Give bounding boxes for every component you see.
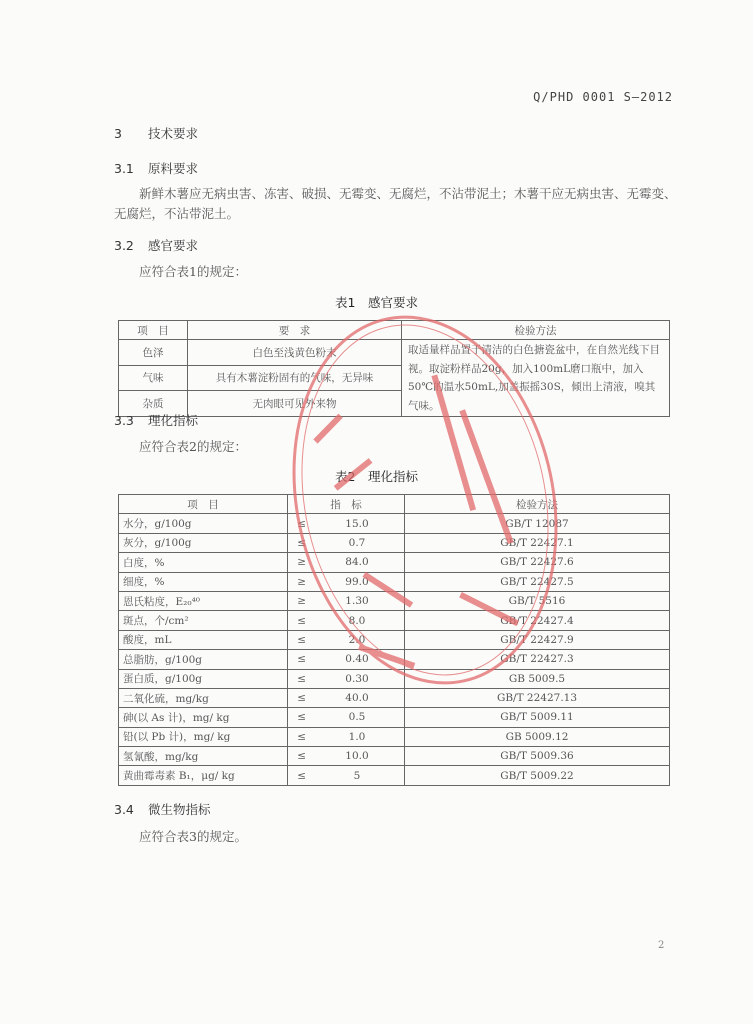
- header-index: 指 标: [288, 495, 405, 514]
- operator-cell: ≤: [288, 630, 311, 649]
- name-cell: 白度，%: [119, 553, 288, 572]
- table-row: [119, 669, 670, 688]
- table-row: [119, 727, 670, 746]
- standard-code: Q/PHD 0001 S—2012: [533, 90, 673, 104]
- name-cell: 蛋白质，g/100g: [119, 669, 288, 688]
- sensory-table: [118, 320, 670, 417]
- method-cell: GB/T 22427.6: [405, 553, 670, 572]
- method-cell: GB 5009.5: [405, 669, 670, 688]
- method-cell: GB/T 5009.36: [405, 747, 670, 766]
- table-row: [119, 340, 670, 366]
- requirement-cell: 白色至浅黄色粉末: [188, 340, 402, 366]
- name-cell: 恩氏粘度，E₂₀⁴⁰: [119, 591, 288, 610]
- table2-caption: 表2 理化指标: [335, 469, 418, 484]
- table-row: [119, 747, 670, 766]
- name-cell: 斑点，个/cm²: [119, 611, 288, 630]
- value-cell: 1.30: [310, 591, 405, 610]
- operator-cell: ≤: [288, 669, 311, 688]
- method-cell: GB/T 5009.11: [405, 708, 670, 727]
- section-3-heading: [114, 124, 198, 142]
- operator-cell: ≥: [288, 553, 311, 572]
- value-cell: 1.0: [310, 727, 405, 746]
- operator-cell: ≤: [288, 533, 311, 552]
- raw-material-text-line1: 新鲜木薯应无病虫害、冻害、破损、无霉变、无腐烂，不沾带泥土；木薯干应无病虫害、无霉变、: [139, 186, 677, 201]
- item-cell: 色泽: [119, 340, 188, 366]
- name-cell: 细度，%: [119, 572, 288, 591]
- value-cell: 0.7: [310, 533, 405, 552]
- value-cell: 0.30: [310, 669, 405, 688]
- table-row: [119, 688, 670, 707]
- value-cell: 0.5: [310, 708, 405, 727]
- table-row: [119, 533, 670, 552]
- method-cell: 取适量样品置于清洁的白色搪瓷盆中，在自然光线下目视。取淀粉样品20g，加入100mL磨口瓶中，加入50℃的温水50mL,加盖振摇30S，倾出上清液，嗅其气味。: [402, 340, 670, 417]
- section-number: 3.2: [114, 238, 134, 253]
- header-requirement: 要 求: [188, 321, 402, 340]
- table-row: [119, 766, 670, 785]
- sensory-text: 应符合表1的规定：: [139, 264, 247, 279]
- name-cell: 酸度，mL: [119, 630, 288, 649]
- method-cell: GB/T 5009.22: [405, 766, 670, 785]
- section-3-2-heading: [114, 236, 198, 254]
- section-number: 3.1: [114, 161, 134, 176]
- value-cell: 0.40: [310, 650, 405, 669]
- header-item: 项 目: [119, 321, 188, 340]
- name-cell: 铅(以 Pb 计)，mg/ kg: [119, 727, 288, 746]
- item-cell: 气味: [119, 365, 188, 391]
- micro-text: 应符合表3的规定。: [139, 829, 247, 844]
- value-cell: 40.0: [310, 688, 405, 707]
- section-3-3-heading: [114, 411, 198, 429]
- section-number: 3.4: [114, 802, 134, 817]
- section-3-4-heading: [114, 800, 211, 818]
- value-cell: 99.0: [310, 572, 405, 591]
- method-cell: GB/T 22427.9: [405, 630, 670, 649]
- name-cell: 灰分，g/100g: [119, 533, 288, 552]
- method-cell: GB/T 22427.13: [405, 688, 670, 707]
- value-cell: 84.0: [310, 553, 405, 572]
- method-cell: GB/T 12087: [405, 514, 670, 533]
- section-title: 感官要求: [148, 238, 199, 253]
- operator-cell: ≥: [288, 591, 311, 610]
- value-cell: 10.0: [310, 747, 405, 766]
- physchem-table: [118, 494, 670, 786]
- section-number: 3: [114, 126, 122, 141]
- header-method: 检验方法: [405, 495, 670, 514]
- table-header-row: [119, 495, 670, 514]
- operator-cell: ≤: [288, 688, 311, 707]
- method-cell: GB 5009.12: [405, 727, 670, 746]
- operator-cell: ≤: [288, 708, 311, 727]
- section-title: 微生物指标: [148, 802, 211, 817]
- name-cell: 二氧化硫，mg/kg: [119, 688, 288, 707]
- section-title: 原料要求: [148, 161, 199, 176]
- name-cell: 黄曲霉毒素 B₁，μg/ kg: [119, 766, 288, 785]
- table-row: [119, 630, 670, 649]
- table-row: [119, 591, 670, 610]
- header-method: 检验方法: [402, 321, 670, 340]
- table-row: [119, 708, 670, 727]
- value-cell: 8.0: [310, 611, 405, 630]
- section-3-1-heading: [114, 159, 198, 177]
- operator-cell: ≤: [288, 727, 311, 746]
- section-title: 理化指标: [148, 413, 199, 428]
- operator-cell: ≤: [288, 766, 311, 785]
- value-cell: 5: [310, 766, 405, 785]
- section-title: 技术要求: [148, 126, 199, 141]
- method-cell: GB/T 22427.1: [405, 533, 670, 552]
- operator-cell: ≥: [288, 572, 311, 591]
- raw-material-text-line2: 无腐烂，不沾带泥土。: [114, 206, 240, 221]
- name-cell: 砷(以 As 计)，mg/ kg: [119, 708, 288, 727]
- table-row: [119, 611, 670, 630]
- table-row: [119, 514, 670, 533]
- method-cell: GB/T 22427.3: [405, 650, 670, 669]
- physchem-text: 应符合表2的规定：: [139, 439, 247, 454]
- table1-caption: 表1 感官要求: [335, 295, 418, 310]
- name-cell: 氢氰酸，mg/kg: [119, 747, 288, 766]
- table-row: [119, 572, 670, 591]
- method-cell: GB/T 22427.4: [405, 611, 670, 630]
- operator-cell: ≤: [288, 747, 311, 766]
- header-item: 项 目: [119, 495, 288, 514]
- name-cell: 总脂肪，g/100g: [119, 650, 288, 669]
- table-row: [119, 553, 670, 572]
- page-number: 2: [658, 940, 665, 951]
- item-cell: 杂质: [119, 391, 188, 417]
- operator-cell: ≤: [288, 514, 311, 533]
- value-cell: 15.0: [310, 514, 405, 533]
- method-cell: GB/T 5516: [405, 591, 670, 610]
- requirement-cell: 无肉眼可见外来物: [188, 391, 402, 417]
- value-cell: 2.0: [310, 630, 405, 649]
- table-row: [119, 650, 670, 669]
- method-cell: GB/T 22427.5: [405, 572, 670, 591]
- operator-cell: ≤: [288, 611, 311, 630]
- requirement-cell: 具有木薯淀粉固有的气味，无异味: [188, 365, 402, 391]
- operator-cell: ≤: [288, 650, 311, 669]
- table-header-row: [119, 321, 670, 340]
- name-cell: 水分，g/100g: [119, 514, 288, 533]
- section-number: 3.3: [114, 413, 134, 428]
